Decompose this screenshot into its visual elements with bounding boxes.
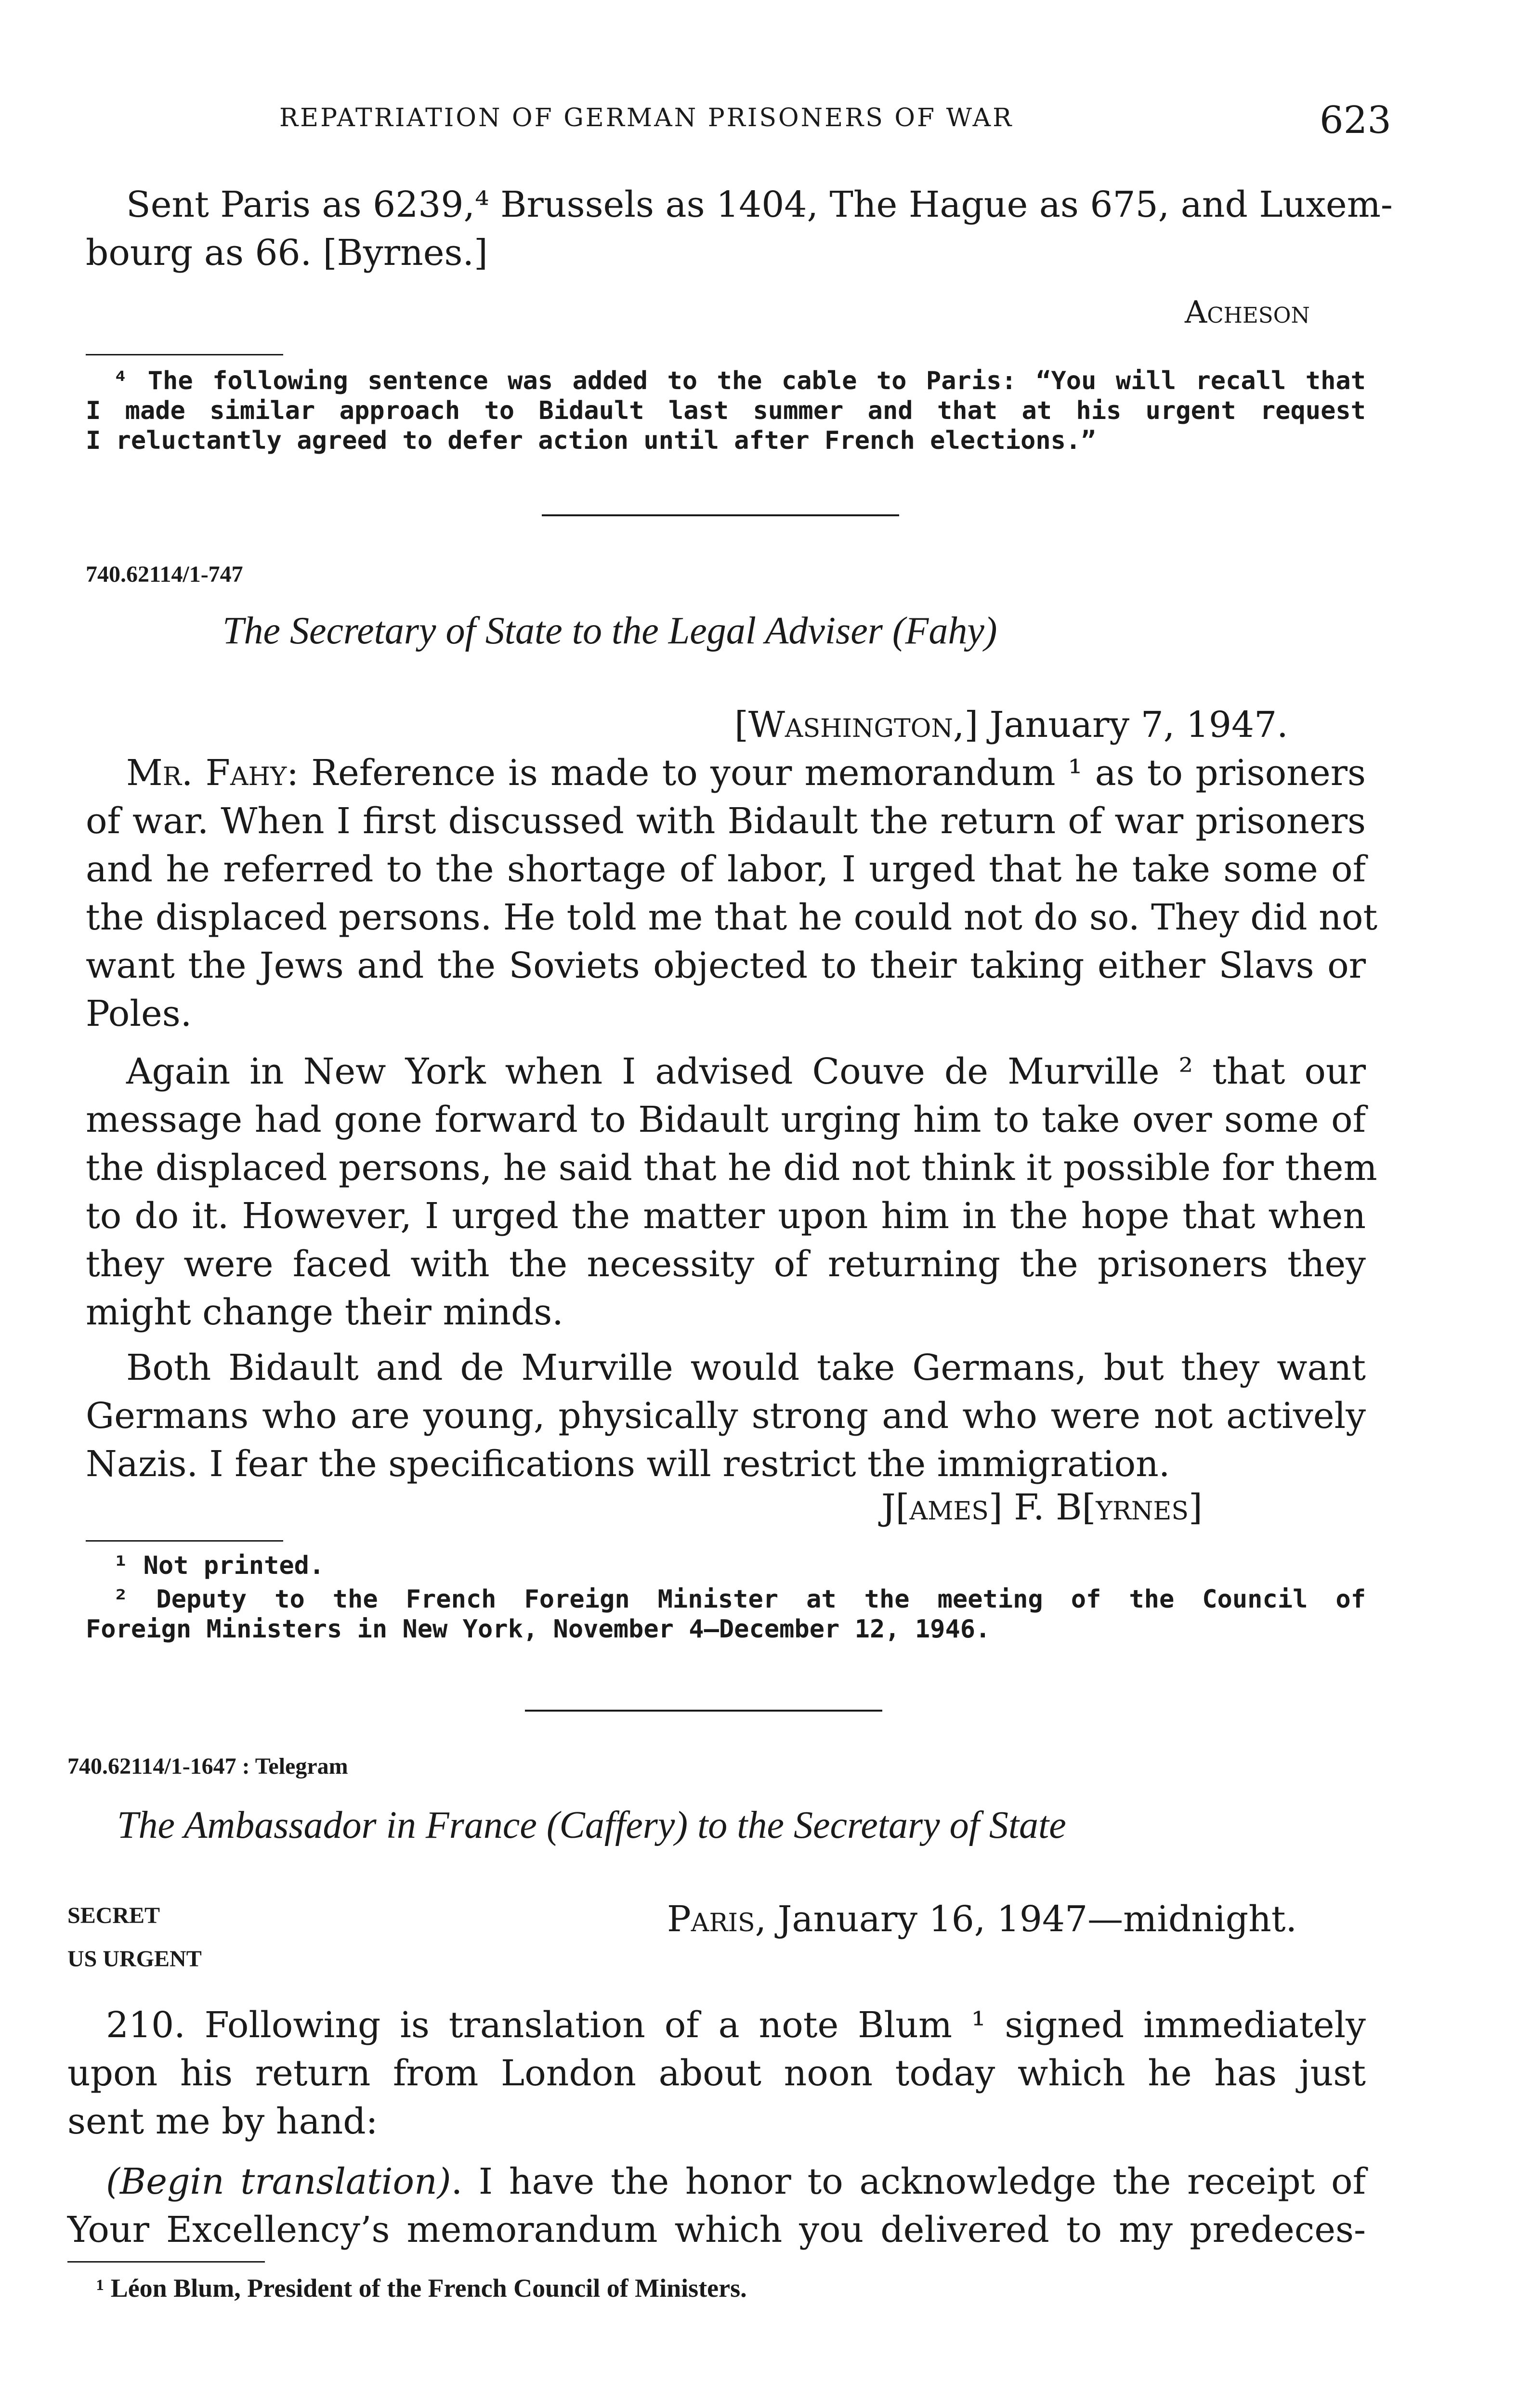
text-line: and he referred to the shortage of labor, I urged that he take some of — [86, 849, 1366, 890]
footnote-rule — [86, 354, 283, 355]
text-line: want the Jews and the Soviets objected to their taking either Slavs or — [86, 945, 1366, 986]
document-title: The Ambassador in France (Caffery) to the Secretary of State — [117, 1804, 1066, 1846]
footnote-line: I made similar approach to Bidault last summer and that at his urgent request — [86, 396, 1366, 425]
footnote-line: ⁴ The following sentence was added to the cable to Paris: “You will recall that — [113, 366, 1366, 395]
section-divider — [525, 1710, 882, 1712]
footnote-line: I reluctantly agreed to defer action until after French elections.” — [86, 426, 1096, 455]
footnote-rule — [86, 1540, 283, 1542]
text-line: Your Excellency’s memorandum which you delivered to my predeces- — [67, 2209, 1366, 2251]
dateline — [667, 1895, 1297, 1943]
classification: SECRET — [67, 1903, 160, 1928]
text-line: Both Bidault and de Murville would take Germans, but they want — [126, 1347, 1366, 1388]
section-divider — [542, 514, 899, 516]
text-line: the displaced persons. He told me that he could not do so. They did not — [86, 897, 1378, 938]
text-line: 210. Following is translation of a note Blum ¹ signed immediately — [106, 2004, 1366, 2046]
signature: Acheson — [1185, 295, 1310, 330]
classification: US URGENT — [67, 1946, 202, 1972]
text-line: they were faced with the necessity of returning the prisoners they — [86, 1243, 1366, 1285]
text-line: sent me by hand: — [67, 2101, 378, 2142]
text-line: might change their minds. — [86, 1292, 563, 1333]
text-line: Poles. — [86, 993, 192, 1034]
translation-marker: (Begin translation) — [106, 2161, 451, 2202]
text-line: upon his return from London about noon today which he has just — [67, 2053, 1366, 2094]
document-title: The Secretary of State to the Legal Adviser (Fahy) — [222, 610, 997, 652]
text-line: to do it. However, I urged the matter upon him in the hope that when — [86, 1195, 1366, 1237]
footnote-line: ² Deputy to the French Foreign Minister at the meeting of the Council of — [113, 1585, 1366, 1614]
dateline-date: January 16, 1947—midnight. — [766, 1898, 1297, 1940]
text-line: of war. When I first discussed with Bidault the return of war prisoners — [86, 800, 1366, 842]
file-reference: 740.62114/1-747 — [86, 562, 243, 587]
page-number: 623 — [1320, 99, 1391, 142]
footnote-line: Foreign Ministers in New York, November 4–December 12, 1946. — [86, 1615, 991, 1644]
file-reference: 740.62114/1-1647 : Telegram — [67, 1754, 348, 1779]
dateline — [734, 701, 1288, 749]
text-line: Mr. Fahy: Reference is made to your memorandum ¹ as to prisoners — [126, 752, 1366, 794]
text-line: Again in New York when I advised Couve de Murville ² that our — [126, 1051, 1366, 1092]
footnote-rule — [67, 2261, 265, 2263]
signature: J[ames] F. B[yrnes] — [881, 1487, 1203, 1528]
footnote-line: ¹ Léon Blum, President of the French Council of Ministers. — [96, 2274, 747, 2303]
dateline-date: January 7, 1947. — [978, 704, 1288, 746]
text-line: Sent Paris as 6239,⁴ Brussels as 1404, The Hague as 675, and Luxem- — [126, 184, 1393, 225]
text-line: message had gone forward to Bidault urging him to take over some of — [86, 1099, 1366, 1140]
text-line: Nazis. I fear the specifications will restrict the immigration. — [86, 1443, 1170, 1485]
text-line: (Begin translation). I have the honor to acknowledge the receipt of — [106, 2161, 1366, 2202]
text-line: the displaced persons, he said that he did not think it possible for them — [86, 1147, 1377, 1189]
salutation: Mr. Fahy: — [126, 752, 299, 794]
running-header: REPATRIATION OF GERMAN PRISONERS OF WAR — [279, 104, 1014, 132]
text-line: Germans who are young, physically strong and who were not actively — [86, 1395, 1366, 1437]
dateline-place: Paris, — [667, 1898, 767, 1940]
text-line: bourg as 66. [Byrnes.] — [86, 232, 488, 274]
dateline-place: [Washington,] — [734, 704, 979, 746]
footnote-line: ¹ Not printed. — [113, 1551, 325, 1580]
